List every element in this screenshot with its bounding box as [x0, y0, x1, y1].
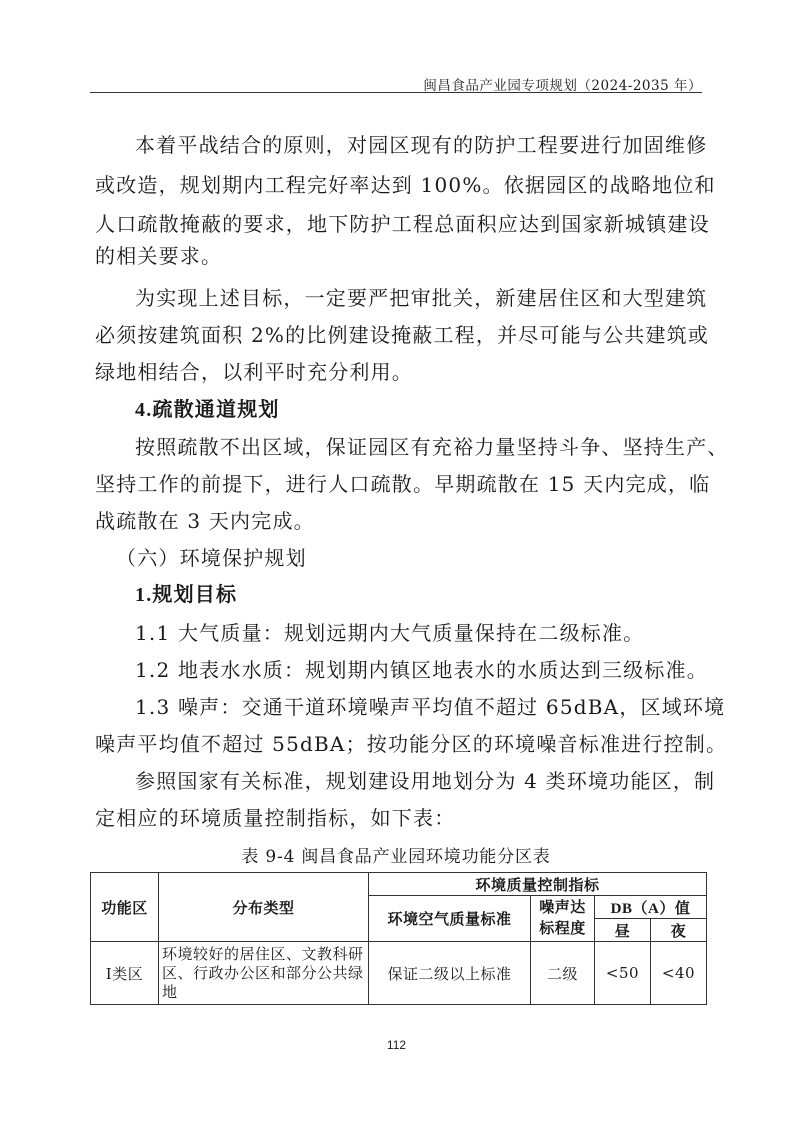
text-line: 坚持工作的前提下，进行人口疏散。早期疏散在 15 天内完成，临 — [95, 472, 711, 496]
text-line: 按照疏散不出区域，保证园区有充裕力量坚持斗争、坚持生产、 — [135, 435, 729, 459]
header-zone: 功能区 — [91, 873, 159, 942]
section-heading: 1.规划目标 — [135, 584, 238, 606]
cell-day: <50 — [595, 942, 651, 1005]
header-type: 分布类型 — [159, 873, 369, 942]
text-line: 噪声平均值不超过 55dBA；按功能分区的环境噪音标准进行控制。 — [95, 732, 728, 756]
text-line: 定相应的环境质量控制指标，如下表： — [95, 806, 456, 830]
text-line: 1.1 大气质量：规划远期内大气质量保持在二级标准。 — [135, 621, 645, 645]
text-line: 参照国家有关标准，规划建设用地划分为 4 类环境功能区，制 — [135, 769, 716, 793]
running-header: 闽昌食品产业园专项规划（2024-2035 年） — [423, 78, 702, 94]
table-row — [91, 942, 707, 1005]
cell-type: 环境较好的居住区、文教科研区、行政办公区和部分公共绿地 — [159, 942, 369, 1005]
text-line: 必须按建筑面积 2%的比例建设掩蔽工程，并尽可能与公共建筑或 — [95, 323, 710, 347]
cell-air: 保证二级以上标准 — [369, 942, 531, 1005]
text-line: 绿地相结合，以利平时充分利用。 — [95, 360, 413, 384]
text-line: 1.2 地表水水质：规划期内镇区地表水的水质达到三级标准。 — [135, 658, 708, 682]
text-line: 人口疏散掩蔽的要求，地下防护工程总面积应达到国家新城镇建设 — [95, 212, 710, 236]
section-heading: 4.疏散通道规划 — [135, 399, 280, 421]
text-line: 为实现上述目标，一定要严把审批关，新建居住区和大型建筑 — [135, 286, 708, 310]
page-number: 112 — [386, 1038, 407, 1052]
header-day: 昼 — [595, 919, 651, 942]
header-air: 环境空气质量标准 — [369, 896, 531, 942]
header-rule — [90, 92, 702, 93]
cell-noise: 二级 — [531, 942, 595, 1005]
cell-zone: I类区 — [91, 942, 159, 1005]
text-line: 或改造，规划期内工程完好率达到 100%。依据园区的战略地位和 — [95, 173, 716, 197]
text-line: 的相关要求。 — [95, 244, 223, 268]
header-night: 夜 — [651, 919, 707, 942]
cell-night: <40 — [651, 942, 707, 1005]
environment-zone-table — [90, 872, 707, 1005]
header-control: 环境质量控制指标 — [369, 873, 707, 896]
table-caption: 表 9-4 闽昌食品产业园环境功能分区表 — [241, 847, 551, 867]
text-line: 1.3 噪声：交通干道环境噪声平均值不超过 65dBA，区域环境 — [135, 695, 726, 719]
text-line: 本着平战结合的原则，对园区现有的防护工程要进行加固维修 — [135, 133, 708, 157]
section-heading: （六）环境保护规划 — [116, 546, 307, 570]
header-db: DB（A）值 — [595, 896, 707, 919]
text-line: 战疏散在 3 天内完成。 — [95, 509, 315, 533]
header-noise: 噪声达标程度 — [531, 896, 595, 942]
